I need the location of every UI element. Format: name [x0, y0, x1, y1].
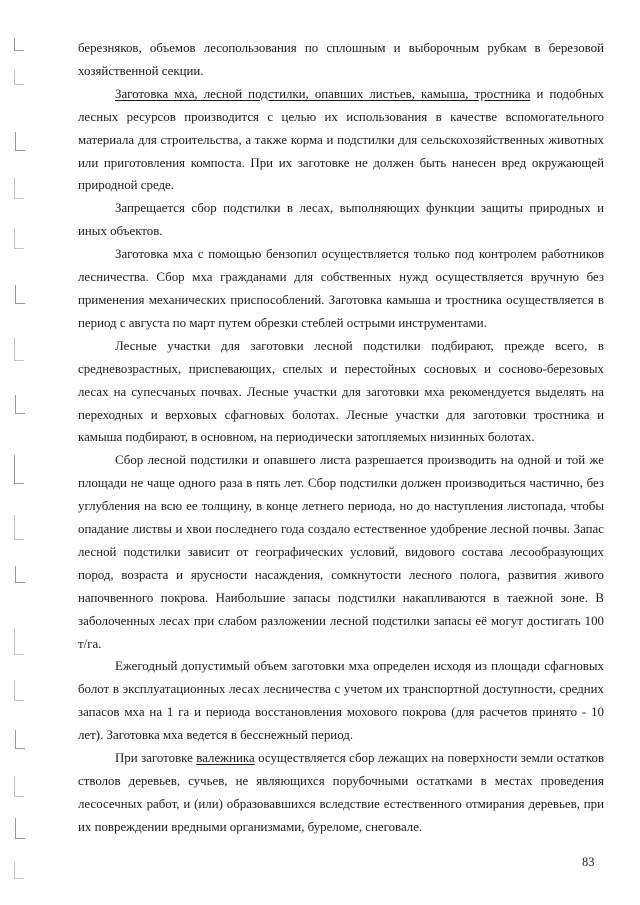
paragraph [78, 197, 604, 243]
page-number: 83 [582, 855, 595, 869]
body-text [78, 37, 604, 839]
paragraph [78, 243, 604, 335]
text-segment: Запрещается сбор подстилки в лесах, выполняющих функции защиты природных и иных объектов. [78, 201, 604, 239]
margin-mark [14, 515, 24, 540]
text-segment-underlined: Заготовка мха, лесной подстилки, опавших листьев, камыша, тростника [115, 86, 531, 101]
text-segment: осуществляется сбор лежащих на поверхности земли остатков стволов деревьев, сучьев, не являющихся порубочными остатками в местах проведения лесосечных работ, и (или) образовавшихся вследствие естественного отмирания деревьев, при их повреждении вредными организмами, буреломе, снеговале. [78, 751, 605, 834]
paragraph [78, 747, 604, 839]
text-segment: березняков, объемов лесопользования по сплошным и выборочным рубкам в березовой хозяйственной секции. [78, 41, 604, 78]
margin-mark [14, 70, 24, 85]
margin-mark [15, 285, 25, 304]
margin-mark [15, 132, 25, 151]
text-segment: Ежегодный допустимый объем заготовки мха определен исходя из площади сфагновых болот в эксплуатационных лесах лесничества с учетом их транспортной доступности, средних запасов мха на 1 га и периода восстановления мохового покрова (для расчетов принято - 10 лет). Заготовка мха ведется в бесснежный период. [78, 659, 604, 743]
margin-mark [14, 776, 24, 797]
margin-mark [14, 628, 24, 655]
paragraph [78, 335, 604, 450]
margin-mark [15, 818, 25, 839]
margin-mark [15, 730, 25, 749]
margin-mark [14, 862, 24, 879]
margin-mark [14, 338, 24, 361]
margin-mark [15, 395, 25, 414]
text-segment: Заготовка мха с помощью бензопил осуществляется только под контролем работников лесничества. Сбор мха гражданами для собственных нужд осуществляется вручную без применения механических приспособлений. Заготовка камыша и тростника осуществляется в период с августа по март путем обрезки стеблей острыми инструментами. [78, 247, 604, 330]
margin-mark [14, 680, 24, 701]
paragraph [78, 83, 604, 198]
margin-mark [14, 228, 24, 249]
paragraph [78, 37, 604, 83]
text-segment: При заготовке [115, 751, 197, 766]
text-segment: и подобных лесных ресурсов производится с целью их использования в качестве вспомогательного материала для строительства, а также корма и подстилки для сельскохозяйственных животных или приготовления компоста. При их заготовке не должен быть нанесен вред окружающей природной среде. [78, 86, 604, 193]
text-segment: Сбор лесной подстилки и опавшего листа разрешается производить на одной и той же площади не чаще одного раза в пять лет. Сбор подстилки должен производиться частично, без углубления на всю ее толщину, в конце летнего периода, но до наступления листопада, чтобы опадание листвы и хвои последнего года создало естественное удобрение лесной почвы. Запас лесной подстилки зависит от географических условий, видового состава лесообразующих пород, возраста и ярусности насаждения, сомкнутости лесного полога, развития живого напочвенного покрова. Наибольшие запасы подстилки накапливаются в таежной зоне. В заболоченных лесах при слабом разложении лесной подстилки запасы её могут достигать 100 т/га. [78, 453, 604, 651]
paragraph [78, 449, 604, 655]
text-segment-underlined: валежника [196, 751, 255, 766]
margin-mark [14, 38, 24, 51]
paragraph [78, 655, 604, 747]
binding-margin-marks [0, 0, 30, 905]
text-segment: Лесные участки для заготовки лесной подстилки подбирают, прежде всего, в средневозрастных, приспевающих, спелых и перестойных сосновых и сосново-березовых лесах на супесчаных почвах. Лесные участки для заготовки мха рекомендуется выделять на переходных и верховых сфагновых болотах. Лесные участки для заготовки тростника и камыша подбирают, в основном, на периодически затопляемых низинных болотах. [78, 338, 604, 445]
margin-mark [14, 455, 24, 484]
margin-mark [15, 566, 25, 583]
margin-mark [14, 178, 24, 199]
